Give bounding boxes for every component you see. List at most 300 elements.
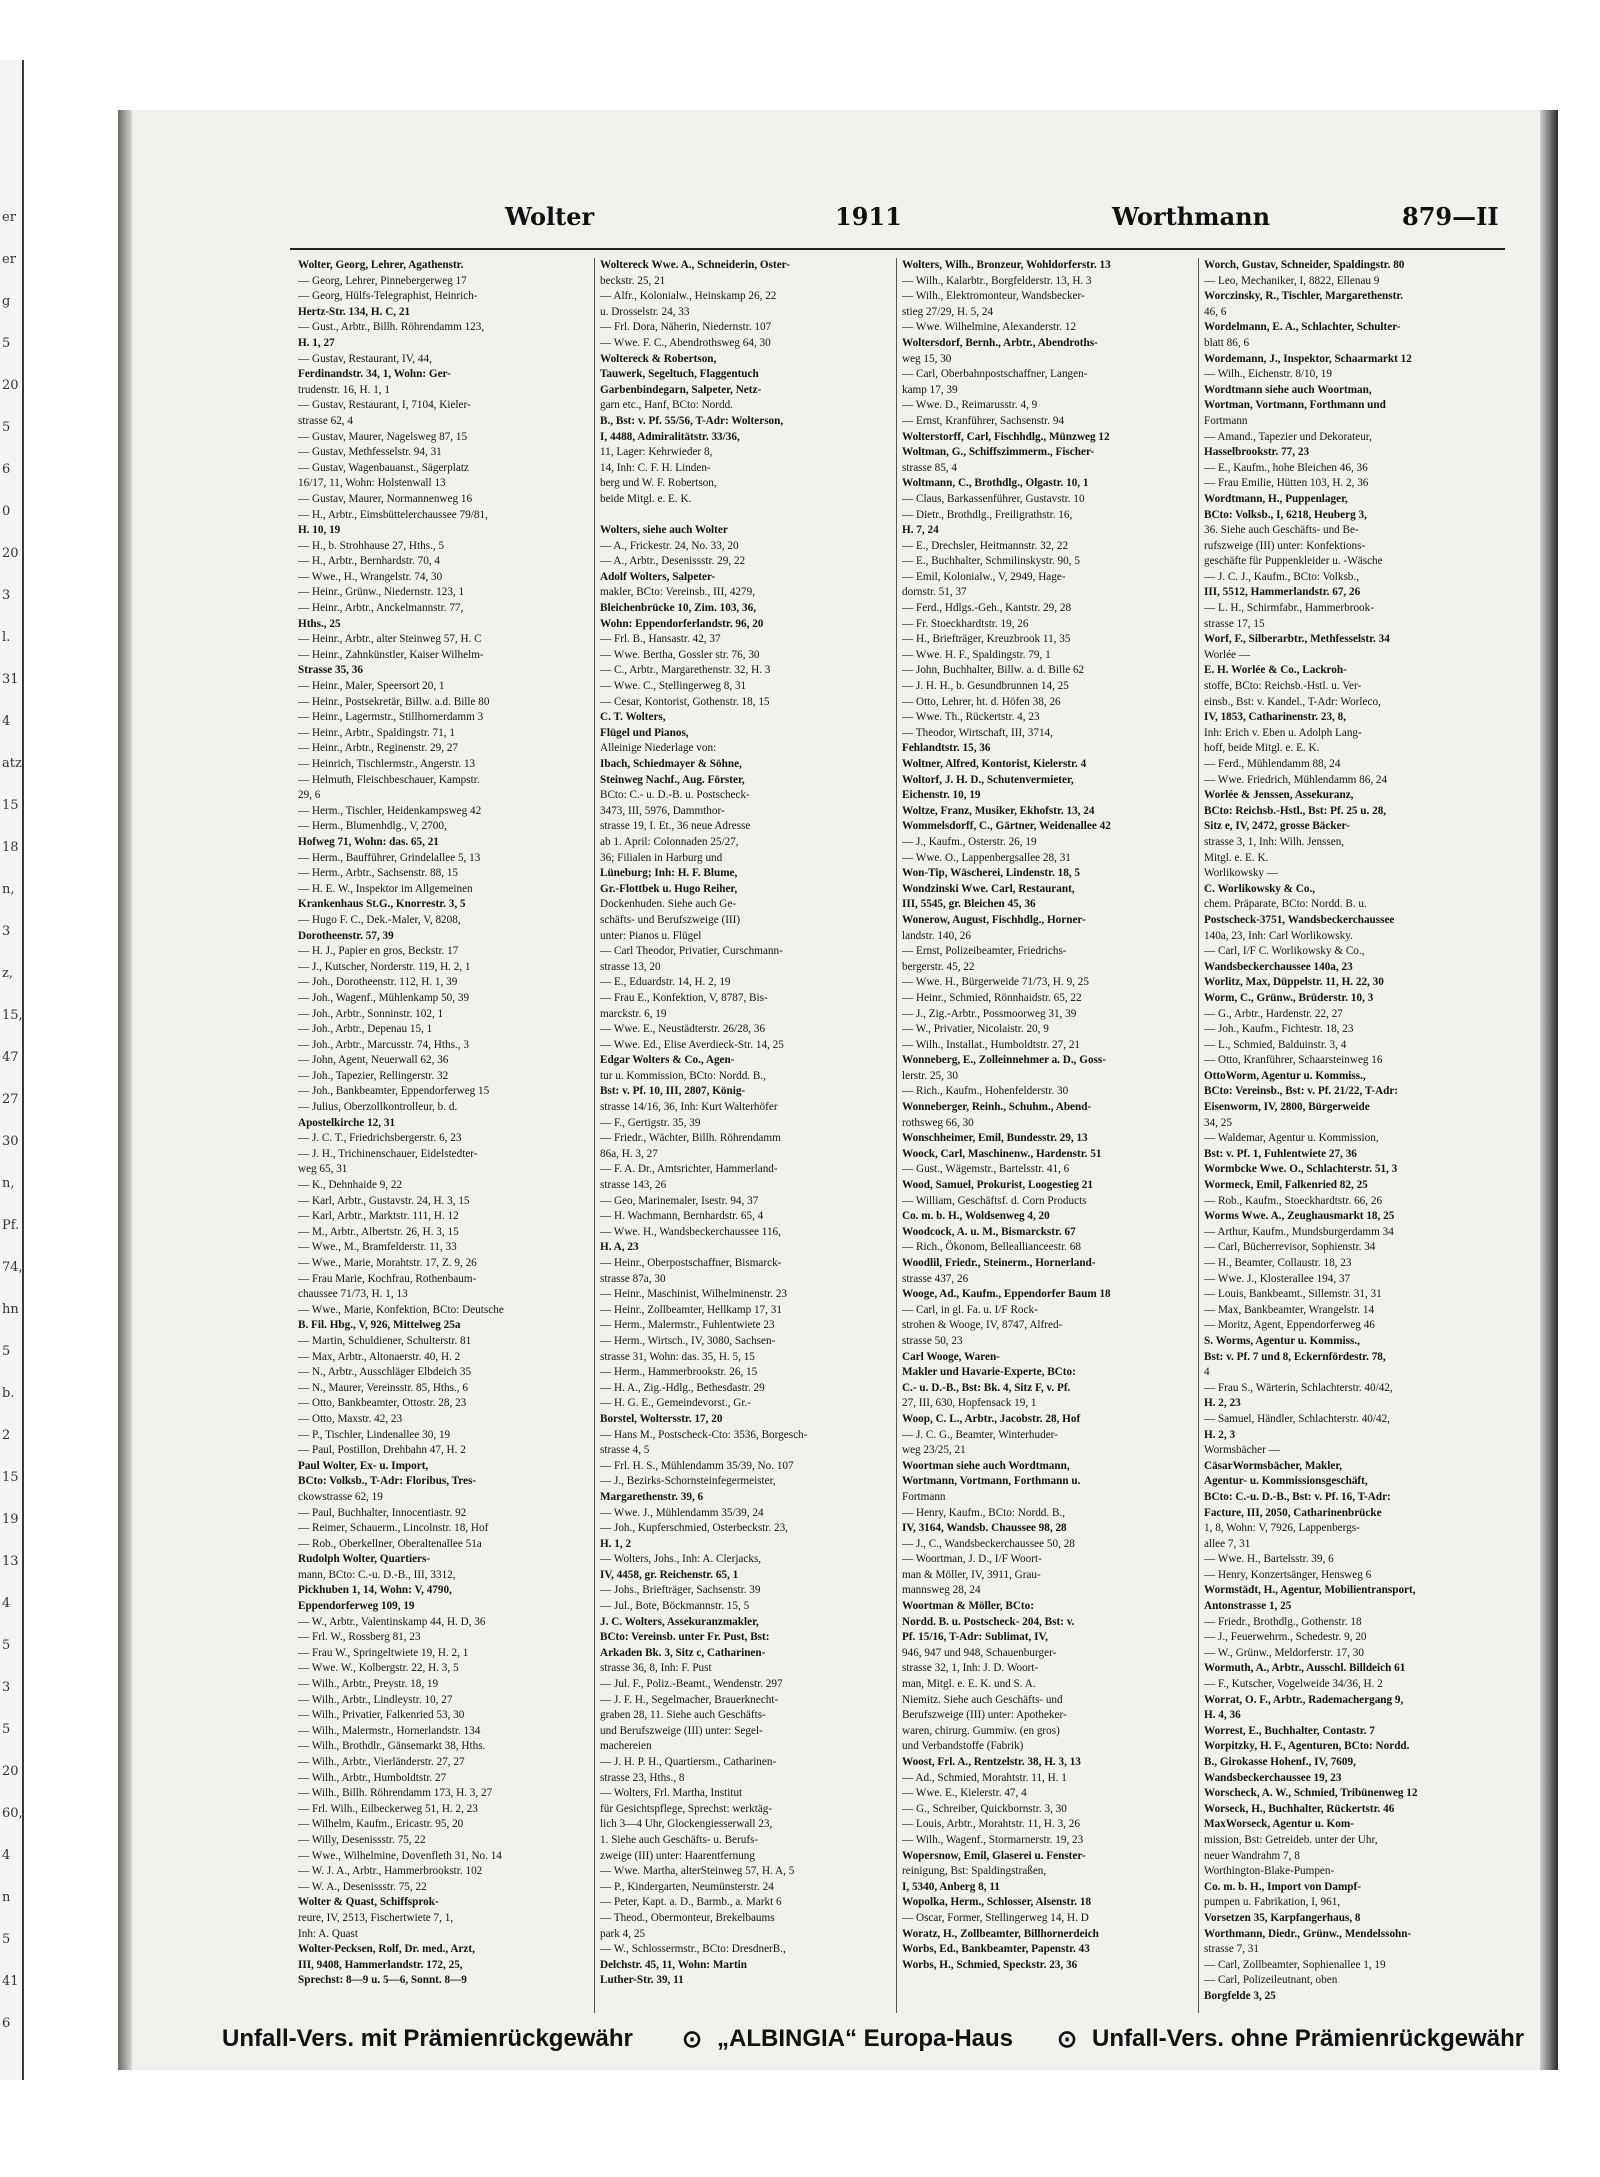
directory-entry-line: — Georg, Hülfs-Telegraphist, Heinrich- (298, 290, 478, 303)
directory-entry-line: Wolters, Wilh., Bronzeur, Wohldorferstr. 13 (902, 259, 1111, 271)
directory-entry-line: 11, Lager: Kehrwieder 8, (600, 446, 713, 459)
margin-fragment: 5 (2, 1722, 11, 1737)
margin-fragment: g (2, 294, 11, 309)
directory-entry-line: — Rich., Kaufm., Hohenfelderstr. 30 (902, 1085, 1069, 1098)
directory-entry-line: strasse 143, 26 (600, 1179, 667, 1192)
directory-entry-line: — Frau S., Wärterin, Schlachterstr. 40/42, (1204, 1381, 1393, 1394)
column-divider (1198, 258, 1199, 2013)
directory-entry-line: — Joh., Arbtr., Depenau 15, 1 (298, 1023, 433, 1036)
directory-entry-line: 46, 6 (1204, 305, 1227, 318)
directory-entry-line: — J., Kaufm., Osterstr. 26, 19 (902, 835, 1037, 848)
directory-entry-line: — Gustav, Maurer, Nagelsweg 87, 15 (298, 430, 468, 443)
directory-entry-line: strasse 19, I. Et., 36 neue Adresse (600, 820, 751, 833)
margin-fragment: 30 (2, 1134, 19, 1149)
directory-entry-line: — H., Arbtr., Bernhardstr. 70, 4 (298, 555, 441, 568)
directory-entry-line: Strasse 35, 36 (298, 664, 363, 677)
directory-entry-line: Krankenhaus St.G., Knorrestr. 3, 5 (298, 898, 466, 911)
margin-fragment: 4 (2, 1848, 11, 1863)
directory-entry-line: — Emil, Kolonialw., V, 2949, Hage- (902, 570, 1066, 583)
directory-entry-line: marckstr. 6, 19 (600, 1007, 667, 1020)
margin-fragment: l. (2, 630, 11, 645)
directory-entry-line: — Wwe. E., Neustädterstr. 26/28, 36 (600, 1023, 766, 1036)
directory-entry-line: — Otto, Lehrer, ht. d. Höfen 38, 26 (902, 695, 1061, 708)
directory-entry-line: — Paul, Buchhalter, Innocentiastr. 92 (298, 1506, 467, 1519)
directory-entry-line: Inh: Erich v. Eben u. Adolph Lang- (1204, 726, 1362, 739)
directory-entry-line: — Wilh., Brothdlr., Gänsemarkt 38, Hths. (298, 1740, 486, 1753)
directory-entry-line: — Wwe. Th., Rückertstr. 4, 23 (902, 711, 1040, 724)
directory-entry-line: — L. H., Schirmfabr., Hammerbrook- (1204, 602, 1374, 615)
directory-entry-line: — Theodor, Wirtschaft, III, 3714, (902, 726, 1053, 739)
directory-entry-line: Wordtmann siehe auch Woortman, (1204, 383, 1372, 396)
directory-entry-line: — Karl, Arbtr., Marktstr. 111, H. 12 (298, 1210, 459, 1223)
directory-entry-line: strasse 32, 1, Inh: J. D. Woort- (902, 1662, 1039, 1675)
directory-entry-line: — Otto, Kranführer, Schaarsteinweg 16 (1204, 1054, 1383, 1067)
directory-entry-line: — Karl, Arbtr., Gustavstr. 24, H. 3, 15 (298, 1194, 470, 1207)
directory-entry-line: strasse 23, Hths., 8 (600, 1771, 685, 1784)
page-binding-shadow (118, 110, 132, 2070)
directory-entry-line: E. H. Worlée & Co., Lackroh- (1204, 664, 1347, 677)
directory-entry-line: neuer Wandrahm 7, 8 (1204, 1849, 1300, 1862)
margin-fragment: 13 (2, 1554, 19, 1569)
directory-entry-line: — John, Agent, Neuerwall 62, 36 (298, 1054, 449, 1067)
directory-entry-line: — Frl. B., Hansastr. 42, 37 (600, 633, 721, 646)
directory-entry-line: — Wwe. J., Mühlendamm 35/39, 24 (600, 1506, 764, 1519)
directory-entry-line: Worthington-Blake-Pumpen- (1204, 1865, 1335, 1878)
directory-entry-line: chem. Präparate, BCto: Nordd. B. u. (1204, 898, 1367, 911)
directory-entry-line: — Herm., Blumenhdlg., V, 2700, (298, 820, 447, 833)
directory-entry-line: Makler und Havarie-Experte, BCto: (902, 1366, 1076, 1379)
directory-entry-line: — J. F. H., Segelmacher, Brauerknecht- (600, 1693, 779, 1706)
directory-entry-line: strasse 3, 1, Inh: Wilh. Jenssen, (1204, 835, 1345, 848)
directory-entry-line: Alleinige Niederlage von: (600, 742, 717, 755)
directory-entry-line: man, Mitgl. e. E. K. und S. A. (902, 1678, 1036, 1691)
directory-entry-line: Worlée & Jenssen, Assekuranz, (1204, 789, 1354, 802)
directory-entry-line: — P., Kindergarten, Neumünsterstr. 24 (600, 1880, 774, 1893)
directory-entry-line: strasse 85, 4 (902, 461, 957, 474)
directory-entry-line: Wordtmann, H., Puppenlager, (1204, 492, 1348, 505)
directory-entry-line: — K., Dehnhaide 9, 22 (298, 1179, 403, 1192)
directory-entry-line: Nordd. B. u. Postscheck- 204, Bst: v. (902, 1615, 1075, 1628)
margin-fragment: 4 (2, 1596, 11, 1611)
directory-entry-line: Woodcock, A. u. M., Bismarckstr. 67 (902, 1225, 1076, 1238)
directory-entry-line: III, 5545, gr. Bleichen 45, 36 (902, 898, 1036, 911)
margin-fragment: 15, (2, 1008, 23, 1023)
margin-fragment: 3 (2, 1680, 11, 1695)
directory-entry-line: — Wilh., Arbtr., Preystr. 18, 19 (298, 1678, 439, 1691)
directory-entry-line: Ibach, Schiedmayer & Söhne, (600, 758, 742, 770)
directory-entry-line: — Ernst, Kranführer, Sachsenstr. 94 (902, 414, 1065, 427)
directory-entry-line: — Heinr., Zollbeamter, Hellkamp 17, 31 (600, 1303, 782, 1316)
directory-entry-line: H. 1, 27 (298, 336, 335, 349)
directory-entry-line: Worch, Gustav, Schneider, Spaldingstr. 80 (1204, 259, 1405, 271)
directory-entry-line: — Paul, Postillon, Drehbahn 47, H. 2 (298, 1444, 466, 1457)
directory-entry-line: — Carl, Bücherrevisor, Sophienstr. 34 (1204, 1241, 1376, 1254)
directory-entry-line: Worscheck, A. W., Schmied, Tribünenweg 12 (1204, 1787, 1418, 1800)
directory-entry-line: Wolter-Pecksen, Rolf, Dr. med., Arzt, (298, 1943, 475, 1956)
directory-entry-line: Wolter & Quast, Schiffsprok- (298, 1896, 439, 1909)
directory-entry-line: — Arthur, Kaufm., Mundsburgerdamm 34 (1204, 1225, 1394, 1238)
directory-entry-line: — Carl, Polizeileutnant, oben (1204, 1974, 1338, 1987)
margin-fragment: 47 (2, 1050, 19, 1065)
margin-fragment: 60, (2, 1806, 23, 1821)
directory-entry-line: — Johs., Briefträger, Sachsenstr. 39 (600, 1584, 761, 1597)
directory-entry-line: — Wilh., Arbtr., Vierländerstr. 27, 27 (298, 1756, 465, 1768)
margin-fragment: 20 (2, 546, 19, 561)
directory-entry-line: Wormsbächer — (1204, 1444, 1280, 1457)
margin-fragment: 5 (2, 336, 11, 351)
directory-entry-line: — Wwe., Marie, Morahtstr. 17, Z. 9, 26 (298, 1257, 477, 1269)
directory-entry-line: — Heinr., Grünw., Niedernstr. 123, 1 (298, 586, 465, 599)
directory-entry-line: Dorotheenstr. 57, 39 (298, 929, 394, 942)
margin-fragment: 6 (2, 2016, 11, 2031)
directory-entry-line: — Joh., Tapezier, Rellingerstr. 32 (298, 1069, 449, 1082)
directory-entry-line: BCto: Vereinsb., Bst: v. Pf. 21/22, T-Adr: (1204, 1085, 1399, 1098)
directory-entry-line: Wonerow, August, Fischhdlg., Horner- (902, 913, 1086, 926)
directory-entry-line: und Verbandstoffe (Fabrik) (902, 1740, 1024, 1753)
directory-entry-line: C.- u. D.-B., Bst: Bk. 4, Sitz F, v. Pf. (902, 1381, 1071, 1394)
directory-entry-line: — Woortman, J. D., I/F Woort- (902, 1553, 1042, 1566)
directory-entry-line: — A., Frickestr. 24, No. 33, 20 (600, 539, 739, 552)
directory-entry-line: Garbenbindegarn, Salpeter, Netz- (600, 383, 762, 396)
directory-entry-line: — Dietr., Brothdlg., Freiligrathstr. 16, (902, 508, 1073, 521)
directory-entry-line: Worseck, H., Buchhalter, Rückertstr. 46 (1204, 1802, 1395, 1815)
directory-entry-line: — Fr. Stoeckhardtstr. 19, 26 (902, 617, 1029, 630)
directory-entry-line: Worthmann, Diedr., Grünw., Mendelssohn- (1204, 1927, 1412, 1940)
directory-entry-line: — Wwe. H., Bürgerweide 71/73, H. 9, 25 (902, 976, 1089, 989)
directory-column-4 (1204, 258, 1494, 2005)
directory-entry-line: Paul Wolter, Ex- u. Import, (298, 1459, 429, 1472)
directory-entry-line: — Gustav, Wagenbauanst., Sägerplatz (298, 461, 469, 474)
directory-entry-line: — Wwe. C., Stellingerweg 8, 31 (600, 680, 747, 693)
directory-entry-line: BCto: Volksb., I, 6218, Heuberg 3, (1204, 508, 1367, 521)
directory-entry-line: — Wolters, Johs., Inh: A. Clerjacks, (600, 1553, 762, 1566)
directory-entry-line: — H., Arbtr., Eimsbüttelerchaussee 79/81, (298, 508, 488, 521)
margin-fragment: 27 (2, 1092, 19, 1107)
directory-entry-line: — E., Drechsler, Heitmannstr. 32, 22 (902, 539, 1069, 552)
directory-entry-line: beckstr. 25, 21 (600, 274, 666, 287)
directory-entry-line: — F., Kutscher, Vogelweide 34/36, H. 2 (1204, 1678, 1383, 1691)
directory-entry-line: — F., Gertigstr. 35, 39 (600, 1116, 701, 1129)
directory-entry-line (600, 508, 890, 524)
directory-entry-line: dornstr. 51, 37 (902, 586, 967, 599)
directory-entry-line: — Heinrich, Tischlermstr., Angerstr. 13 (298, 758, 476, 770)
directory-entry-line: I, 5340, Anberg 8, 11 (902, 1880, 1000, 1893)
directory-entry-line: — Otto, Bankbeamter, Ottostr. 28, 23 (298, 1397, 467, 1410)
directory-entry-line: graben 28, 11. Siehe auch Geschäfts- (600, 1709, 766, 1722)
directory-entry-line: Worrest, E., Buchhalter, Contastr. 7 (1204, 1724, 1375, 1737)
directory-entry-line: — Wilh., Arbtr., Lindleystr. 10, 27 (298, 1693, 453, 1706)
directory-entry-line: — P., Tischler, Lindenallee 30, 19 (298, 1428, 451, 1441)
directory-entry-line: — Louis, Bankbeamt., Sillemstr. 31, 31 (1204, 1288, 1382, 1301)
directory-entry-line: — Ernst, Polizeibeamter, Friedrichs- (902, 945, 1067, 958)
directory-entry-line: — A., Arbtr., Desenissstr. 29, 22 (600, 555, 746, 568)
directory-entry-line: — Joh., Arbtr., Sonninstr. 102, 1 (298, 1007, 444, 1020)
directory-entry-line: — Gust., Wägemstr., Bartelsstr. 41, 6 (902, 1163, 1070, 1176)
directory-entry-line: — Wwe. Martha, alterSteinweg 57, H. A, 5 (600, 1865, 795, 1878)
directory-entry-line: Sprechst: 8—9 u. 5—6, Sonnt. 8—9 (298, 1974, 467, 1987)
directory-entry-line: Wandsbeckerchaussee 19, 23 (1204, 1771, 1342, 1784)
directory-entry-line: Hertz-Str. 134, H. C, 21 (298, 305, 411, 318)
directory-entry-line: 36. Siehe auch Geschäfts- und Be- (1204, 524, 1359, 537)
directory-entry-line: — J., Feuerwehrm., Schedestr. 9, 20 (1204, 1631, 1367, 1644)
directory-entry-line: — J. C. J., Kaufm., BCto: Volksb., (1204, 570, 1359, 583)
directory-entry-line: — Alfr., Kolonialw., Heinskamp 26, 22 (600, 290, 777, 303)
directory-entry-line: ckowstrasse 62, 19 (298, 1490, 383, 1503)
directory-entry-line: — Wwe., Marie, Konfektion, BCto: Deutsche (298, 1303, 504, 1316)
directory-entry-line: — Willy, Desenissstr. 75, 22 (298, 1833, 426, 1846)
directory-entry-line: III, 9408, Hammerlandstr. 172, 25, (298, 1958, 463, 1971)
directory-entry-line: — Wwe. Wilhelmine, Alexanderstr. 12 (902, 321, 1077, 334)
directory-entry-line: — Samuel, Händler, Schlachterstr. 40/42, (1204, 1412, 1390, 1425)
directory-entry-line: Ferdinandstr. 34, 1, Wohn: Ger- (298, 368, 451, 381)
directory-entry-line: S. Worms, Agentur u. Kommiss., (1204, 1334, 1360, 1347)
directory-entry-line: Flügel und Pianos, (600, 726, 689, 739)
directory-entry-line: Wohn: Eppendorferlandstr. 96, 20 (600, 617, 764, 630)
directory-entry-line: Margarethenstr. 39, 6 (600, 1490, 704, 1503)
directory-entry-line: — Wilh., Privatier, Falkenried 53, 30 (298, 1709, 465, 1722)
directory-entry-line: — Heinr., Lagermstr., Stillhornerdamm 3 (298, 711, 484, 724)
directory-entry-line: strasse 14/16, 36, Inh: Kurt Walterhöfer (600, 1101, 778, 1114)
directory-entry-line: strasse 87a, 30 (600, 1272, 666, 1285)
directory-entry-line: Postscheck-3751, Wandsbeckerchaussee (1204, 913, 1395, 926)
directory-entry-line: Wormbcke Wwe. O., Schlachterstr. 51, 3 (1204, 1163, 1398, 1176)
directory-entry-line: Niemitz. Siehe auch Geschäfts- und (902, 1693, 1063, 1706)
directory-entry-line: — N., Arbtr., Ausschläger Elbdeich 35 (298, 1366, 472, 1379)
directory-entry-line: — Wwe. W., Kolbergstr. 22, H. 3, 5 (298, 1662, 459, 1675)
directory-entry-line: Woltorf, J. H. D., Schutenvermieter, (902, 773, 1074, 786)
directory-entry-line: IV, 3164, Wandsb. Chaussee 98, 28 (902, 1522, 1067, 1535)
directory-entry-line: — Wwe. Bertha, Gossler str. 76, 30 (600, 648, 760, 661)
directory-entry-line: — Frl. Dora, Näherin, Niedernstr. 107 (600, 321, 772, 334)
directory-entry-line: — Carl Theodor, Privatier, Curschmann- (600, 945, 783, 958)
margin-fragment: 2 (2, 1428, 11, 1443)
directory-entry-line: Eichenstr. 10, 19 (902, 789, 981, 802)
directory-entry-line: — H., Beamter, Collaustr. 18, 23 (1204, 1257, 1352, 1269)
directory-entry-line: — Wwe., Wilhelmine, Dovenfleth 31, No. 14 (298, 1849, 502, 1862)
directory-entry-line: — Wwe. Ed., Elise Averdieck-Str. 14, 25 (600, 1038, 784, 1051)
directory-entry-line: Wormstädt, H., Agentur, Mobilientransport, (1204, 1584, 1416, 1597)
directory-entry-line: — G., Schreiber, Quickbornstr. 3, 30 (902, 1802, 1067, 1815)
directory-entry-line: Wommelsdorff, C., Gärtner, Weidenallee 42 (902, 820, 1111, 833)
directory-entry-line: berg und W. F. Robertson, (600, 477, 717, 490)
directory-entry-line: hoff, beide Mitgl. e. E. K. (1204, 742, 1320, 755)
directory-entry-line: Wopolka, Herm., Schlosser, Alsenstr. 18 (902, 1896, 1092, 1909)
directory-entry-line: CäsarWormsbächer, Makler, (1204, 1459, 1343, 1472)
directory-entry-line: Woltereck & Robertson, (600, 352, 717, 365)
directory-entry-line: — Otto, Maxstr. 42, 23 (298, 1412, 403, 1425)
directory-entry-line: — H. E. W., Inspektor im Allgemeinen (298, 882, 473, 895)
directory-entry-line: 16/17, 11, Wohn: Holstenwall 13 (298, 477, 446, 490)
directory-entry-line: kamp 17, 39 (902, 383, 958, 396)
directory-entry-line: Sitz e, IV, 2472, grosse Bäcker- (1204, 820, 1350, 833)
directory-entry-line: — Heinr., Maschinist, Wilhelminenstr. 23 (600, 1288, 788, 1301)
margin-fragment: hn (2, 1302, 19, 1317)
directory-entry-line: C. Worlikowsky & Co., (1204, 882, 1316, 895)
directory-entry-line: — Moritz, Agent, Eppendorferweg 46 (1204, 1319, 1375, 1332)
directory-entry-line: — Friedr., Brothdlg., Gothenstr. 18 (1204, 1615, 1362, 1628)
directory-entry-line: weg 23/25, 21 (902, 1444, 966, 1457)
directory-entry-line: — Wwe., M., Bramfelderstr. 11, 33 (298, 1241, 457, 1254)
footer-separator: ⊙ (1057, 2026, 1078, 2053)
directory-entry-line: III, 5512, Hammerlandstr. 67, 26 (1204, 586, 1361, 599)
directory-entry-line: — Heinr., Arbtr., Reginenstr. 29, 27 (298, 742, 459, 755)
directory-entry-line: H. 7, 24 (902, 524, 939, 537)
header-left-word: Wolter (505, 202, 595, 231)
directory-entry-line: I, 4488, Admiralitätstr. 33/36, (600, 430, 740, 443)
directory-entry-line: landstr. 140, 26 (902, 929, 971, 942)
directory-entry-line: — F. A. Dr., Amtsrichter, Hammerland- (600, 1163, 778, 1176)
directory-entry-line: chaussee 71/73, H. 1, 13 (298, 1288, 408, 1301)
directory-entry-line: — Henry, Konzertsänger, Hensweg 6 (1204, 1568, 1372, 1581)
directory-entry-line: — Herm., Malermstr., Fuhlentwiete 23 (600, 1319, 775, 1332)
directory-entry-line: weg 15, 30 (902, 352, 952, 365)
directory-entry-line: — Wilh., Arbtr., Humboldtstr. 27 (298, 1771, 447, 1784)
margin-fragment: atz (2, 756, 22, 771)
directory-entry-line: — Gustav, Restaurant, I, 7104, Kieler- (298, 399, 471, 412)
directory-entry-line: H. 2, 3 (1204, 1428, 1236, 1441)
directory-entry-line: schäfts- und Berufszweige (III) (600, 913, 741, 926)
directory-entry-line: Wortman, Vortmann, Forthmann und (1204, 399, 1386, 412)
directory-entry-line: park 4, 25 (600, 1927, 646, 1940)
directory-entry-line: — Wilh., Installat., Humboldtstr. 27, 21 (902, 1038, 1081, 1051)
directory-entry-line: Worlikowsky — (1204, 867, 1278, 880)
directory-entry-line: für Gesichtspflege, Sprechst: werktäg- (600, 1802, 773, 1815)
directory-entry-line: 3473, III, 5976, Dammthor- (600, 804, 725, 817)
directory-entry-line: Eppendorferweg 109, 19 (298, 1600, 415, 1613)
directory-entry-line: H. 4, 36 (1204, 1709, 1241, 1722)
directory-entry-line: — Frau W., Springeltwiete 19, H. 2, 1 (298, 1646, 469, 1659)
directory-entry-line: — Joh., Kaufm., Fichtestr. 18, 23 (1204, 1023, 1354, 1036)
directory-entry-line: 1, 8, Wohn: V, 7926, Lappenbergs- (1204, 1522, 1360, 1535)
directory-entry-line: — Frl. H. S., Mühlendamm 35/39, No. 107 (600, 1459, 794, 1472)
column-divider (896, 258, 897, 2013)
margin-fragment: n, (2, 882, 15, 897)
directory-entry-line: allee 7, 31 (1204, 1537, 1251, 1550)
directory-entry-line: — Gustav, Restaurant, IV, 44, (298, 352, 432, 365)
directory-entry-line: — Wwe. F. C., Abendrothsweg 64, 30 (600, 336, 771, 349)
directory-entry-line: Delchstr. 45, 11, Wohn: Martin (600, 1958, 747, 1971)
directory-entry-line: und Berufszweige (III) unter: Segel- (600, 1724, 763, 1737)
directory-entry-line: Worlitz, Max, Düppelstr. 11, H. 22, 30 (1204, 976, 1384, 989)
directory-entry-line: Eisenworm, IV, 2800, Bürgerweide (1204, 1101, 1370, 1114)
directory-entry-line: — Heinr., Zahnkünstler, Kaiser Wilhelm- (298, 648, 484, 661)
margin-fragment: 3 (2, 924, 11, 939)
directory-entry-line: — Ferd., Mühlendamm 88, 24 (1204, 758, 1341, 770)
directory-entry-line: Woortman siehe auch Wordtmann, (902, 1459, 1070, 1472)
directory-entry-line: — W., Schlossermstr., BCto: DresdnerB., (600, 1943, 786, 1956)
directory-entry-line: strasse 13, 20 (600, 960, 661, 973)
directory-entry-line: Woltman, G., Schiffszimmerm., Fischer- (902, 446, 1095, 459)
directory-entry-line: Woltmann, C., Brothdlg., Olgastr. 10, 1 (902, 477, 1089, 490)
directory-entry-line: zweige (III) unter: Haarentfernung (600, 1849, 755, 1862)
directory-entry-line: — Carl, Oberbahnpostschaffner, Langen- (902, 368, 1088, 381)
page-header (290, 202, 1590, 236)
directory-entry-line: — H. J., Papier en gros, Beckstr. 17 (298, 945, 459, 958)
directory-entry-line: strasse 62, 4 (298, 414, 353, 427)
directory-entry-line: einsb., Bst: v. Kandel., T-Adr: Worleco, (1204, 695, 1381, 708)
directory-entry-line: rufszweige (III) unter: Konfektions- (1204, 539, 1366, 552)
directory-entry-line: — Wwe., H., Wrangelstr. 74, 30 (298, 570, 443, 583)
directory-entry-line: — Gustav, Maurer, Normannenweg 16 (298, 492, 473, 505)
directory-entry-line: Bleichenbrücke 10, Zim. 103, 36, (600, 602, 757, 615)
directory-entry-line: Wondzinski Wwe. Carl, Restaurant, (902, 882, 1075, 895)
directory-entry-line: 14, Inh: C. F. H. Linden- (600, 461, 711, 474)
directory-entry-line: beide Mitgl. e. E. K. (600, 492, 692, 505)
directory-entry-line: Agentur- u. Kommissionsgeschäft, (1204, 1475, 1368, 1488)
directory-entry-line: Co. m. b. H., Import von Dampf- (1204, 1880, 1361, 1893)
previous-page-edge (0, 60, 24, 2080)
directory-entry-line: — Wilh., Kalarbtr., Borgfelderstr. 13, H. 3 (902, 274, 1092, 287)
directory-entry-line: Woratz, H., Zollbeamter, Billhornerdeich (902, 1927, 1099, 1940)
directory-entry-line: — J., C., Wandsbeckerchaussee 50, 28 (902, 1537, 1075, 1550)
directory-entry-line: — Max, Arbtr., Altonaerstr. 40, H. 2 (298, 1350, 461, 1363)
directory-entry-line: Fortmann (1204, 414, 1248, 427)
margin-fragment: er (2, 252, 16, 267)
directory-entry-line: — Carl, in gl. Fa. u. I/F Rock- (902, 1303, 1038, 1316)
directory-entry-line: Wordelmann, E. A., Schlachter, Schulter- (1204, 321, 1401, 334)
directory-entry-line: — Georg, Lehrer, Pinnebergerweg 17 (298, 274, 467, 287)
directory-entry-line: strasse 7, 31 (1204, 1943, 1259, 1956)
margin-fragment: Pf. (2, 1218, 20, 1233)
directory-entry-line: — Rich., Ökonom, Belleallianceestr. 68 (902, 1241, 1081, 1254)
directory-entry-line: H. 1, 2 (600, 1537, 632, 1550)
directory-entry-line: rothsweg 66, 30 (902, 1116, 974, 1129)
header-rule (290, 248, 1505, 250)
directory-entry-line: — Frl. Wilh., Eilbeckerweg 51, H. 2, 23 (298, 1802, 478, 1815)
directory-entry-line: Facture, III, 2050, Catharinenbrücke (1204, 1506, 1382, 1519)
directory-entry-line: Hasselbrookstr. 77, 23 (1204, 446, 1310, 459)
directory-entry-line: — Geo, Marinemaler, Isestr. 94, 37 (600, 1194, 759, 1207)
directory-entry-line: — Henry, Kaufm., BCto: Nordd. B., (902, 1506, 1066, 1519)
margin-fragment: n (2, 1890, 11, 1905)
directory-entry-line: Co. m. b. H., Woldsenweg 4, 20 (902, 1210, 1050, 1223)
directory-entry-line: — Gustav, Methfesselstr. 94, 31 (298, 446, 442, 459)
header-year: 1911 (835, 202, 902, 231)
directory-entry-line: Woortman & Möller, BCto: (902, 1600, 1034, 1613)
directory-entry-line: Worczinsky, R., Tischler, Margarethenstr. (1204, 290, 1404, 303)
directory-entry-line: Wolter, Georg, Lehrer, Agathenstr. (298, 259, 464, 271)
directory-entry-line: Woost, Frl. A., Rentzelstr. 38, H. 3, 13 (902, 1756, 1081, 1768)
directory-entry-line: — Max, Bankbeamter, Wrangelstr. 14 (1204, 1303, 1375, 1316)
margin-fragment: 5 (2, 420, 11, 435)
directory-entry-line: Inh: A. Quast (298, 1927, 358, 1940)
directory-entry-line: — J. H., Trichinenschauer, Eidelstedter- (298, 1147, 478, 1160)
margin-fragment: n, (2, 1176, 15, 1191)
directory-entry-line: Worm, C., Grünw., Brüderstr. 10, 3 (1204, 991, 1374, 1004)
directory-entry-line: 4 (1204, 1366, 1210, 1379)
directory-entry-line: Gr.-Flottbek u. Hugo Reiher, (600, 882, 738, 895)
directory-entry-line: BCto: C.-u. D.-B., Bst: v. Pf. 16, T-Adr: (1204, 1490, 1391, 1503)
directory-entry-line: — C., Arbtr., Margarethenstr. 32, H. 3 (600, 664, 771, 677)
directory-entry-line: — Helmuth, Fleischbeschauer, Kampstr. (298, 773, 480, 786)
directory-entry-line: — J. H. P. H., Quartiersm., Catharinen- (600, 1756, 777, 1768)
directory-entry-line: — W. J. A., Arbtr., Hammerbrookstr. 102 (298, 1865, 483, 1878)
directory-entry-line: Woltersdorf, Bernh., Arbtr., Abendroths- (902, 336, 1098, 349)
directory-entry-line: — W., Privatier, Nicolaistr. 20, 9 (902, 1023, 1049, 1036)
directory-entry-line: unter: Pianos u. Flügel (600, 929, 702, 942)
directory-entry-line: Woock, Carl, Maschinenw., Hardenstr. 51 (902, 1147, 1102, 1160)
directory-entry-line: — Herm., Baufführer, Grindelallee 5, 13 (298, 851, 481, 864)
directory-entry-line: — Theod., Obermonteur, Brekelbaums (600, 1911, 775, 1924)
directory-entry-line: — Heinr., Schmied, Rönnhaidstr. 65, 22 (902, 991, 1082, 1004)
directory-column-3 (902, 258, 1192, 1973)
directory-entry-line: Lüneburg; Inh: H. F. Blume, (600, 867, 738, 880)
directory-entry-line: man & Möller, IV, 3911, Grau- (902, 1568, 1041, 1581)
column-divider (594, 258, 595, 2013)
directory-entry-line: — Wilh., Eichenstr. 8/10, 19 (1204, 368, 1332, 381)
directory-entry-line: garn etc., Hanf, BCto: Nordd. (600, 399, 733, 412)
directory-entry-line: Woop, C. L., Arbtr., Jacobstr. 28, Hof (902, 1412, 1081, 1425)
